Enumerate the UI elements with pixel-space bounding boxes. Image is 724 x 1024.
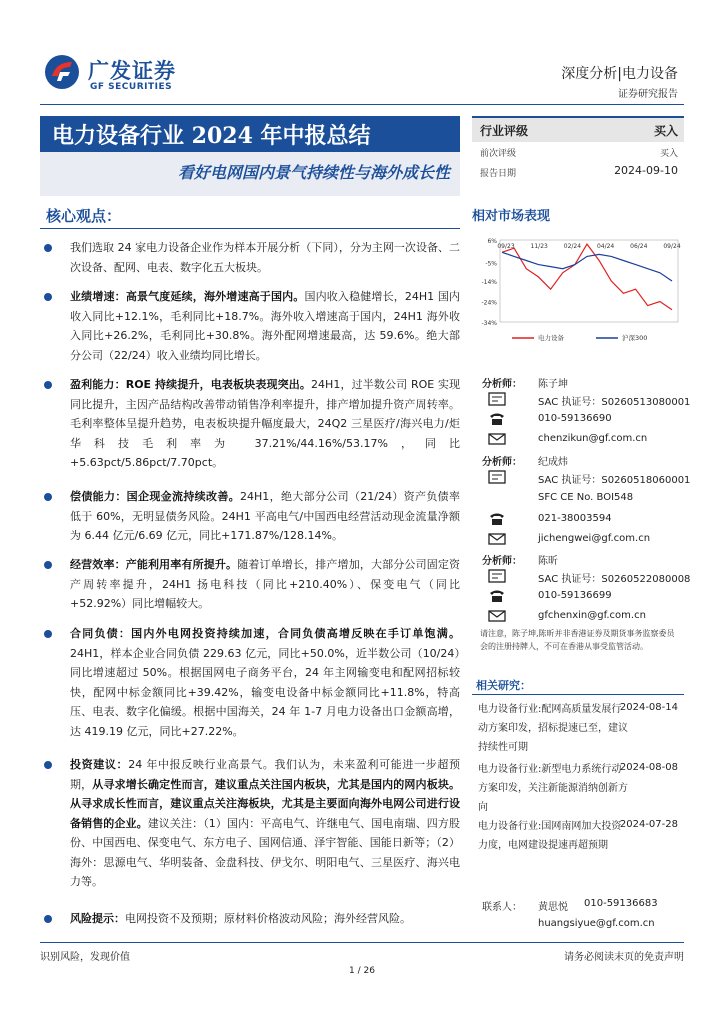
email-icon bbox=[488, 432, 506, 446]
x-tick-label: 04/24 bbox=[596, 243, 615, 250]
certificate-icon bbox=[488, 470, 506, 484]
report-date-value: 2024-09-10 bbox=[614, 164, 678, 177]
core-view-paragraph: 业绩增速：高景气度延续，海外增速高于国内。国内收入稳健增长，24H1 国内收入同比+12.1%，毛利同比+18.7%。海外收入增速高于国内，24H1 海外收入同比+26.2%，毛利同比+30.8%。海外配网增速最高，达 59.6%。绝大部分公司（22/24）收入业绩均同比增长。 bbox=[70, 290, 460, 362]
x-tick-label: 09/23 bbox=[497, 243, 515, 250]
contact-phone: 010-59136683 bbox=[584, 898, 658, 909]
footer-disclaimer[interactable]: 请务必阅读末页的免责声明 bbox=[564, 952, 684, 963]
rating-value: 买入 bbox=[653, 124, 678, 138]
bullet-icon bbox=[44, 244, 52, 252]
logo-text-en: GF SECURITIES bbox=[90, 82, 173, 92]
analyst-name: 陈子坤 bbox=[538, 379, 568, 390]
bullet-icon bbox=[44, 493, 52, 501]
series-line bbox=[502, 252, 672, 281]
analyst-sac-id: SAC 执证号：S0260522080008 bbox=[538, 574, 691, 585]
bullet-icon bbox=[44, 915, 52, 923]
core-view-paragraph: 盈利能力：ROE 持续提升，电表板块表现突出。24H1，过半数公司 ROE 实现同比提升，主因产品结构改善带动销售净利率提升，排产增加提升资产周转率。毛利率整体呈提升趋势，电表板块提升幅度最大，24Q2 三星医疗/海兴电力/炬华科技毛利率为 37.21%/44.16%/53.17%，同比+5.63pct/5.86pct/7.70pct。 bbox=[70, 378, 460, 469]
rating-header bbox=[472, 116, 684, 142]
page-title: 电力设备行业 2024 年中报总结 bbox=[52, 123, 371, 149]
y-tick-label: -34% bbox=[481, 320, 497, 327]
legend-label: 沪深300 bbox=[622, 334, 648, 342]
bullet-icon bbox=[44, 630, 52, 638]
header-divider bbox=[40, 104, 684, 105]
core-view-paragraph: 风险提示：电网投资不及预期；原材料价格波动风险；海外经营风险。 bbox=[70, 912, 411, 925]
page-subtitle: 看好电网国内景气持续性与海外成长性 bbox=[177, 163, 450, 182]
series-line bbox=[502, 244, 672, 310]
y-tick-label: 6% bbox=[487, 238, 497, 245]
analyst-email[interactable]: chenzikun@gf.com.cn bbox=[538, 433, 648, 444]
y-tick-label: -14% bbox=[481, 279, 497, 286]
core-view-paragraph: 经营效率：产能利用率有所提升。随着订单增长，排产增加，大部分公司固定资产周转率提升，24H1 扬电科技（同比+210.40%）、保变电气（同比+52.92%）同比增幅较大。 bbox=[70, 558, 461, 610]
core-divider bbox=[40, 228, 460, 229]
analyst-name: 陈昕 bbox=[538, 556, 558, 567]
email-icon bbox=[488, 532, 506, 546]
logo-text-cn: 广发证券 bbox=[88, 59, 176, 83]
prev-rating-label: 前次评级 bbox=[480, 149, 517, 159]
footer-divider bbox=[40, 942, 684, 943]
certificate-icon bbox=[488, 392, 506, 406]
bullet-icon bbox=[44, 381, 52, 389]
related-research-date: 2024-08-08 bbox=[619, 762, 678, 773]
core-view-paragraph: 偿债能力：国企现金流持续改善。24H1，绝大部分公司（21/24）资产负债率低于 60%，无明显债务风险。24H1 平高电气/中国西电经营活动现金流量净额为 6.44 亿元/6.69 亿元，同比+171.87%/128.14%。 bbox=[70, 490, 460, 542]
certificate-icon bbox=[488, 569, 506, 583]
bullet-icon bbox=[44, 761, 52, 769]
analyst-name: 纪成炜 bbox=[538, 457, 568, 468]
x-tick-label: 06/24 bbox=[630, 243, 648, 250]
phone-icon bbox=[488, 512, 506, 526]
contact-name: 黄思悦 bbox=[538, 902, 568, 913]
analyst-phone[interactable]: 010-59136690 bbox=[538, 413, 612, 424]
relative-performance-chart bbox=[472, 230, 684, 350]
y-tick-label: -5% bbox=[485, 260, 497, 268]
x-tick-label: 02/24 bbox=[563, 243, 582, 250]
contact-email[interactable]: huangsiyue@gf.com.cn bbox=[538, 918, 655, 929]
core-view-paragraph: 合同负债：国内外电网投资持续加速，合同负债高增反映在手订单饱满。24H1，样本企业合同负债 229.63 亿元，同比+50.0%，近半数公司（10/24）同比增速超过 50%。根据国网电子商务平台，24 年主网输变电和配网招标较快，配网中标金额同比+39.42%，输变电设备中标金额同比+11.8%，特高压、电表、数字化偏缓。根据中国海关，24 年 1-7 月电力设备出口金额高增，达 419.19 亿元，同比+27.22%。 bbox=[70, 627, 460, 738]
analyst-sac-id: SAC 执证号：S0260513080001 bbox=[538, 397, 691, 408]
core-view-paragraph: 投资建议：24 年中报反映行业高景气。我们认为，未来盈利可能进一步超预期，从寻求增长确定性而言，建议重点关注国内板块，尤其是国内的网内板块。从寻求成长性而言，建议重点关注海板块，尤其是主要面向海外电网公司进行设备销售的企业。建议关注：（1）国内：平高电气、许继电气、国电南瑞、四方股份、中国西电、保变电气、东方电子、国网信通、泽宇智能、国能日新等；（2）海外：思源电气、华明装备、金盘科技、伊戈尔、明阳电气、三星医疗、海兴电力等。 bbox=[70, 758, 461, 888]
analyst-label: 分析师： bbox=[482, 556, 522, 567]
prev-rating-value: 买入 bbox=[659, 149, 678, 159]
related-divider bbox=[472, 694, 684, 695]
related-research-date: 2024-07-28 bbox=[619, 819, 678, 830]
related-research-heading: 相关研究： bbox=[476, 679, 531, 692]
core-views-heading: 核心观点： bbox=[46, 207, 122, 225]
rating-label: 行业评级 bbox=[480, 124, 529, 138]
related-research-title[interactable]: 电力设备行业:配网高质量发展行动方案印发，招标提速已至，建议持续性可期 bbox=[478, 704, 628, 753]
page-number: 1 / 26 bbox=[349, 966, 375, 976]
gf-logo-icon bbox=[44, 54, 80, 90]
footer-slogan: 识别风险，发现价值 bbox=[40, 952, 130, 963]
rating-panel bbox=[472, 116, 684, 196]
x-tick-label: 09/24 bbox=[663, 243, 681, 250]
analyst-phone[interactable]: 021-38003594 bbox=[538, 513, 612, 524]
analyst-label: 分析师： bbox=[482, 379, 522, 390]
contact-label: 联系人： bbox=[482, 902, 522, 913]
phone-icon bbox=[488, 412, 506, 426]
analyst-sac-id: SAC 执证号：S0260518060001 bbox=[538, 475, 691, 486]
plot-frame bbox=[500, 240, 681, 322]
bullet-icon bbox=[44, 293, 52, 301]
report-category: 证券研究报告 bbox=[618, 89, 678, 100]
x-tick-label: 11/23 bbox=[530, 243, 548, 250]
legend-label: 电力设备 bbox=[538, 334, 564, 342]
email-icon bbox=[488, 609, 506, 623]
bullet-icon bbox=[44, 561, 52, 569]
analyst-note: 请注意，陈子坤,陈昕并非香港证券及期货事务监察委员会的注册持牌人，不可在香港从事受监管活动。 bbox=[480, 629, 675, 651]
report-type: 深度分析|电力设备 bbox=[561, 66, 678, 82]
market-performance-heading: 相对市场表现 bbox=[472, 209, 551, 224]
y-tick-label: -24% bbox=[481, 299, 497, 307]
analyst-email[interactable]: jichengwei@gf.com.cn bbox=[538, 533, 651, 544]
analyst-email[interactable]: gfchenxin@gf.com.cn bbox=[538, 610, 646, 621]
analyst-phone[interactable]: 010-59136699 bbox=[538, 590, 612, 601]
analyst-sfc-id: SFC CE No. BOI548 bbox=[538, 492, 634, 503]
report-date-label: 报告日期 bbox=[480, 169, 517, 179]
related-research-date: 2024-08-14 bbox=[619, 702, 678, 713]
related-research-title[interactable]: 电力设备行业:国网南网加大投资力度，电网建设提速再超预期 bbox=[478, 821, 622, 851]
analyst-label: 分析师： bbox=[482, 457, 522, 468]
related-research-title[interactable]: 电力设备行业:新型电力系统行动方案印发，关注新能源消纳创新方向 bbox=[478, 764, 628, 813]
phone-icon bbox=[488, 589, 506, 603]
core-view-paragraph: 我们选取 24 家电力设备企业作为样本开展分析（下同），分为主网一次设备、二次设备、配网、电表、数字化五大板块。 bbox=[70, 241, 460, 274]
